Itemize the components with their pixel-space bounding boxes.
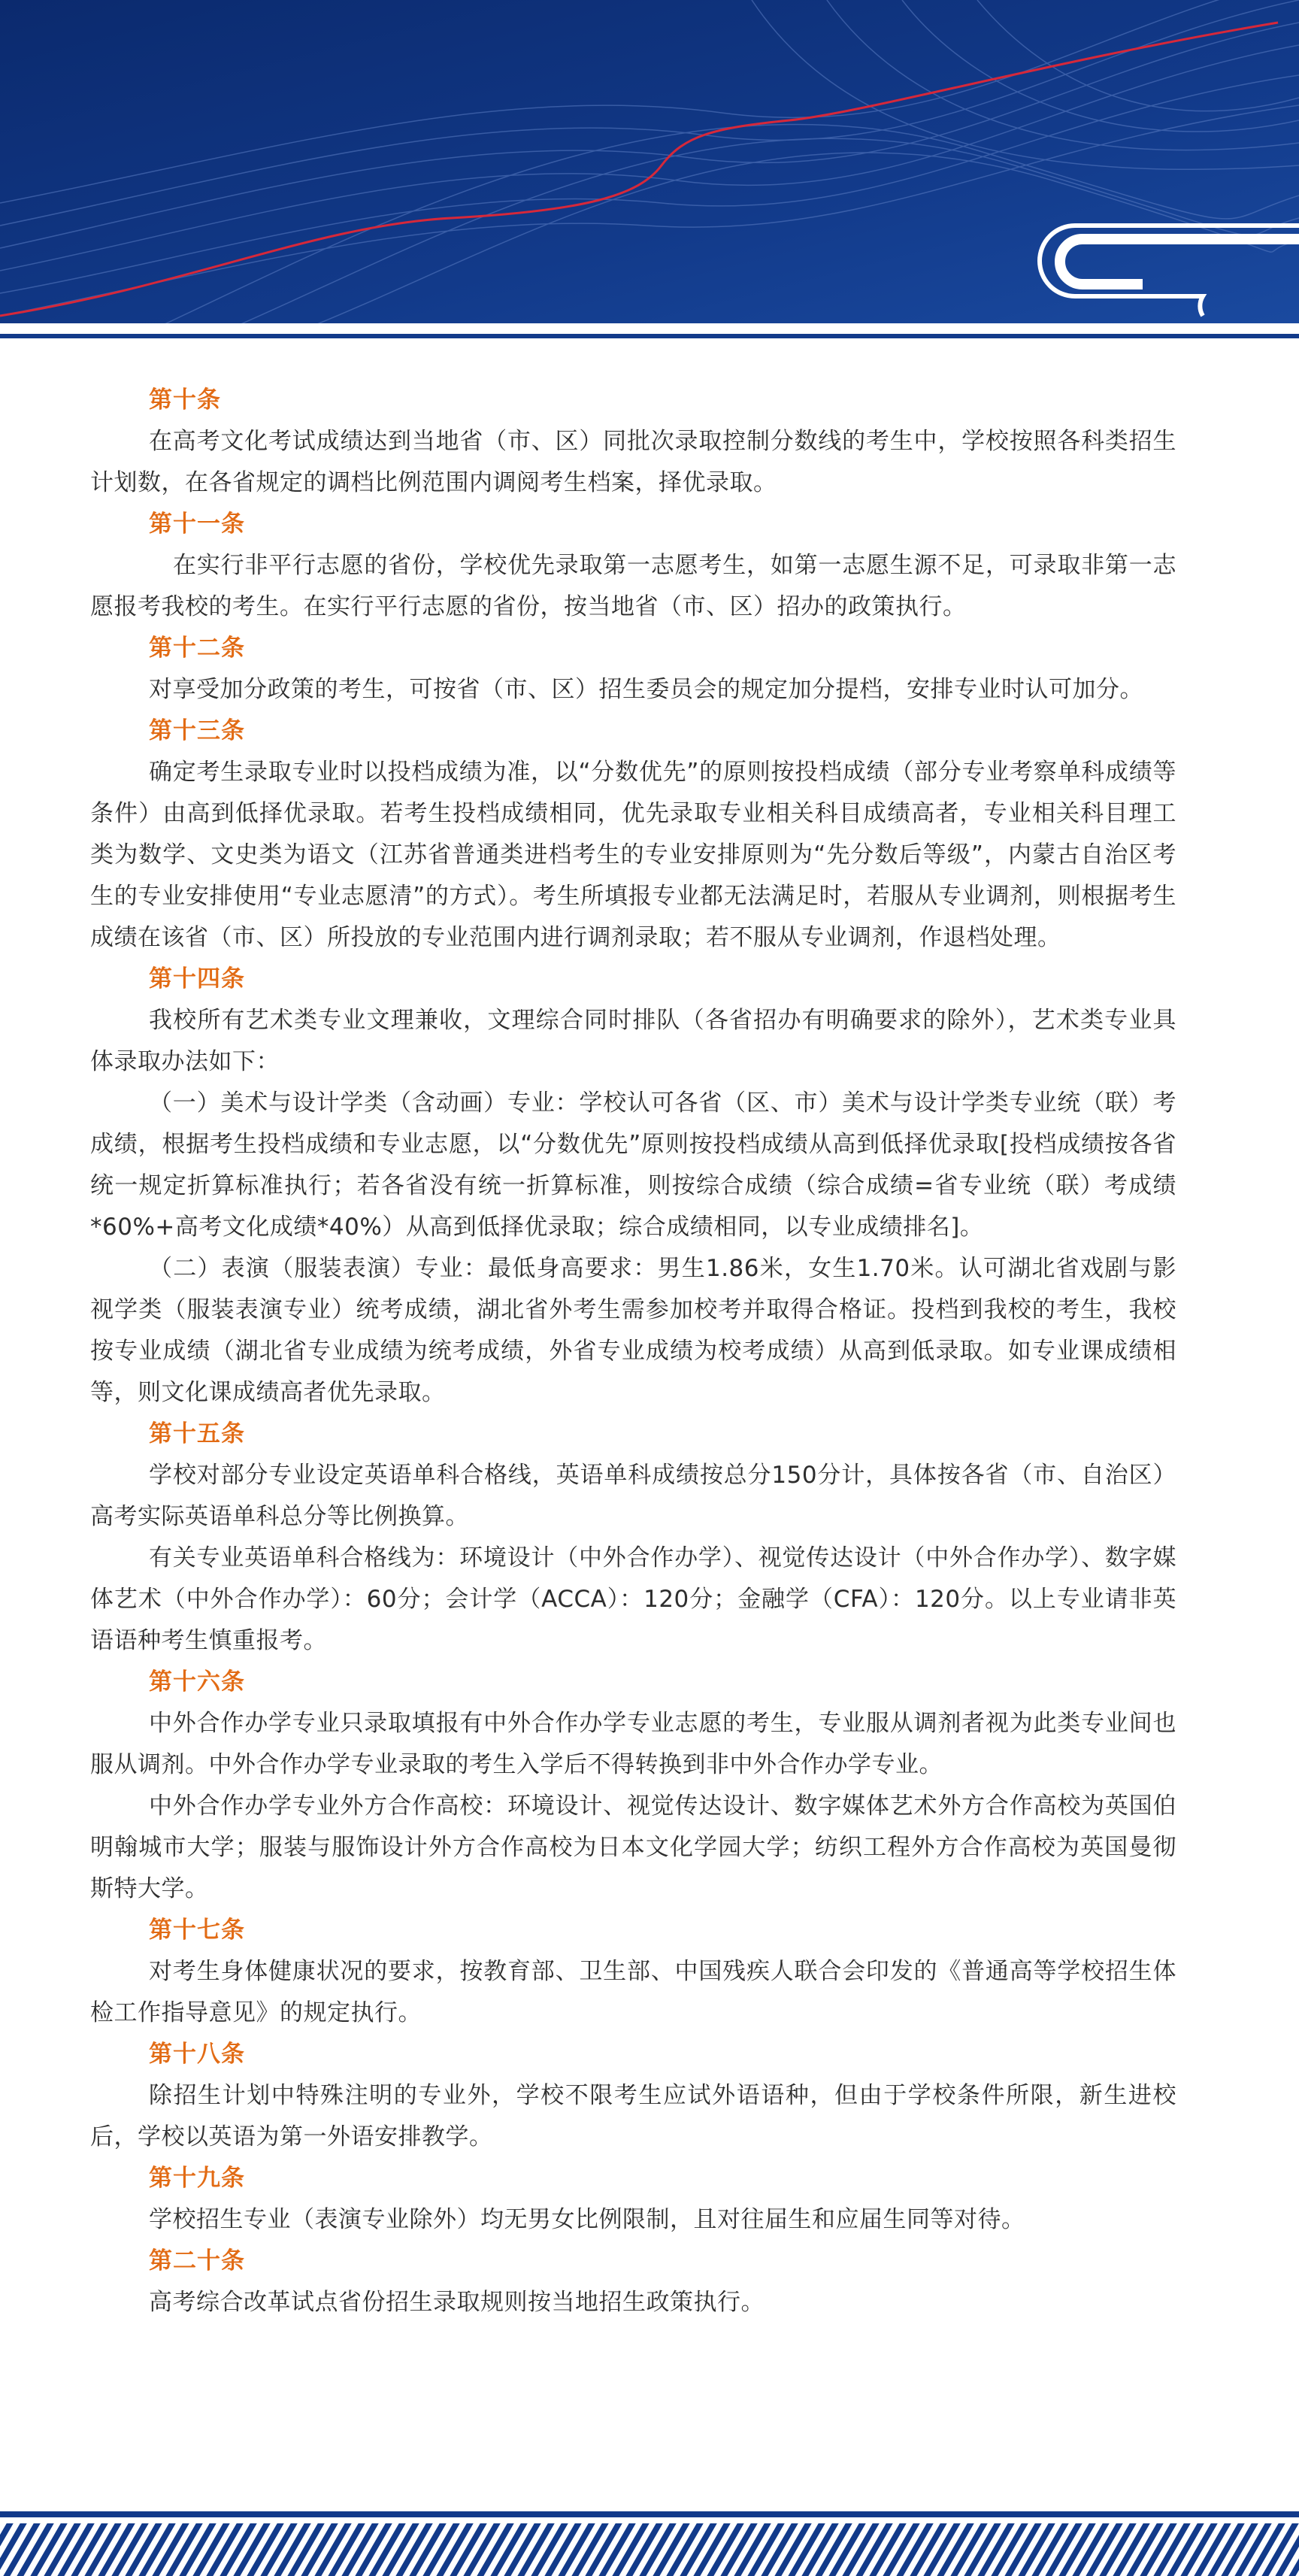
article-paragraph: 学校招生专业（表演专业除外）均无男女比例限制，且对往届生和应届生同等对待。	[149, 2206, 1025, 2233]
header-bottom-line	[0, 334, 1299, 338]
article-paragraph: 确定考生录取专业时以投档成绩为准，以“分数优先”的原则按投档成绩（部分专业考察单科成绩等条件）由高到低择优录取。若考生投档成绩相同，优先录取专业相关科目成绩高者，专业相关科目理工类为数学、文史类为语文（江苏省普通类进档考生的专业安排原则为“先分数后等级”，内蒙古自治区考生的专业安排使用“专业志愿清”的方式）。考生所填报专业都无法满足时，若服从专业调剂，则根据考生成绩在该省（市、区）所投放的专业范围内进行调剂录取；若不服从专业调剂，作退档处理。	[90, 759, 1176, 951]
article-heading: 第十九条	[149, 2165, 245, 2192]
article-12	[90, 628, 1176, 711]
article-heading: 第十条	[149, 386, 221, 414]
article-paragraph: 对考生身体健康状况的要求，按教育部、卫生部、中国残疾人联合会印发的《普通高等学校招生体检工作指导意见》的规定执行。	[90, 1958, 1176, 2026]
article-paragraph: 学校对部分专业设定英语单科合格线，英语单科成绩按总分150分计，具体按各省（市、自治区）高考实际英语单科总分等比例换算。	[90, 1462, 1176, 1530]
article-paragraph: 对享受加分政策的考生，可按省（市、区）招生委员会的规定加分提档，安排专业时认可加分。	[149, 676, 1143, 703]
article-heading: 第二十条	[149, 2247, 245, 2274]
article-20	[90, 2241, 1176, 2323]
footer-band	[0, 2511, 1299, 2576]
article-paragraph: 在高考文化考试成绩达到当地省（市、区）同批次录取控制分数线的考生中，学校按照各科类招生计划数，在各省规定的调档比例范围内调阅考生档案，择优录取。	[90, 428, 1176, 496]
article-11	[90, 504, 1176, 628]
article-paragraph: 我校所有艺术类专业文理兼收，文理综合同时排队（各省招办有明确要求的除外），艺术类专业具体录取办法如下：	[90, 1007, 1176, 1075]
header-white-stripe	[0, 323, 1299, 334]
article-15	[90, 1414, 1176, 1662]
header-banner	[0, 0, 1299, 346]
footer-top-line	[0, 2511, 1299, 2517]
article-paragraph: 中外合作办学专业外方合作高校：环境设计、视觉传达设计、数字媒体艺术外方合作高校为英国伯明翰城市大学；服装与服饰设计外方合作高校为日本文化学园大学；纺织工程外方合作高校为英国曼彻斯特大学。	[90, 1793, 1176, 1902]
article-paragraph: 高考综合改革试点省份招生录取规则按当地招生政策执行。	[149, 2289, 765, 2316]
article-paragraph: 除招生计划中特殊注明的专业外，学校不限考生应试外语语种，但由于学校条件所限，新生进校后，学校以英语为第一外语安排教学。	[90, 2082, 1176, 2150]
article-18	[90, 2034, 1176, 2158]
header-graphic	[0, 0, 1299, 346]
article-heading: 第十三条	[149, 717, 245, 744]
footer-stripes	[0, 2523, 1299, 2576]
article-19	[90, 2158, 1176, 2241]
footer-graphic	[0, 2511, 1299, 2576]
article-heading: 第十二条	[149, 635, 245, 662]
article-heading: 第十八条	[149, 2041, 245, 2068]
article-paragraph: 有关专业英语单科合格线为：环境设计（中外合作办学）、视觉传达设计（中外合作办学）、数字媒体艺术（中外合作办学）：60分；会计学（ACCA）：120分；金融学（CFA）：120分。以上专业请非英语语种考生慎重报考。	[90, 1544, 1176, 1654]
article-16	[90, 1662, 1176, 1910]
article-paragraph: 在实行非平行志愿的省份，学校优先录取第一志愿考生，如第一志愿生源不足，可录取非第一志愿报考我校的考生。在实行平行志愿的省份，按当地省（市、区）招办的政策执行。	[90, 552, 1176, 620]
article-paragraph: （一）美术与设计学类（含动画）专业：学校认可各省（区、市）美术与设计学类专业统（联）考成绩，根据考生投档成绩和专业志愿，以“分数优先”原则按投档成绩从高到低择优录取[投档成绩按各省统一规定折算标准执行；若各省没有统一折算标准，则按综合成绩（综合成绩=省专业统（联）考成绩*60%+高考文化成绩*40%）从高到低择优录取；综合成绩相同，以专业成绩排名]。	[90, 1089, 1176, 1241]
article-heading: 第十六条	[149, 1668, 245, 1696]
article-heading: 第十一条	[149, 511, 245, 538]
article-10	[90, 380, 1176, 504]
admission-rules-content	[90, 380, 1176, 2323]
article-heading: 第十七条	[149, 1917, 245, 1944]
article-17	[90, 1910, 1176, 2034]
article-paragraph: 中外合作办学专业只录取填报有中外合作办学专业志愿的考生，专业服从调剂者视为此类专业间也服从调剂。中外合作办学专业录取的考生入学后不得转换到非中外合作办学专业。	[90, 1710, 1176, 1778]
article-14	[90, 959, 1176, 1414]
article-paragraph: （二）表演（服装表演）专业：最低身高要求：男生1.86米，女生1.70米。认可湖北省戏剧与影视学类（服装表演专业）统考成绩，湖北省外考生需参加校考并取得合格证。投档到我校的考生，我校按专业成绩（湖北省专业成绩为统考成绩，外省专业成绩为校考成绩）从高到低录取。如专业课成绩相等，则文化课成绩高者优先录取。	[90, 1255, 1176, 1406]
article-heading: 第十五条	[149, 1420, 245, 1447]
article-13	[90, 711, 1176, 959]
article-heading: 第十四条	[149, 965, 245, 993]
